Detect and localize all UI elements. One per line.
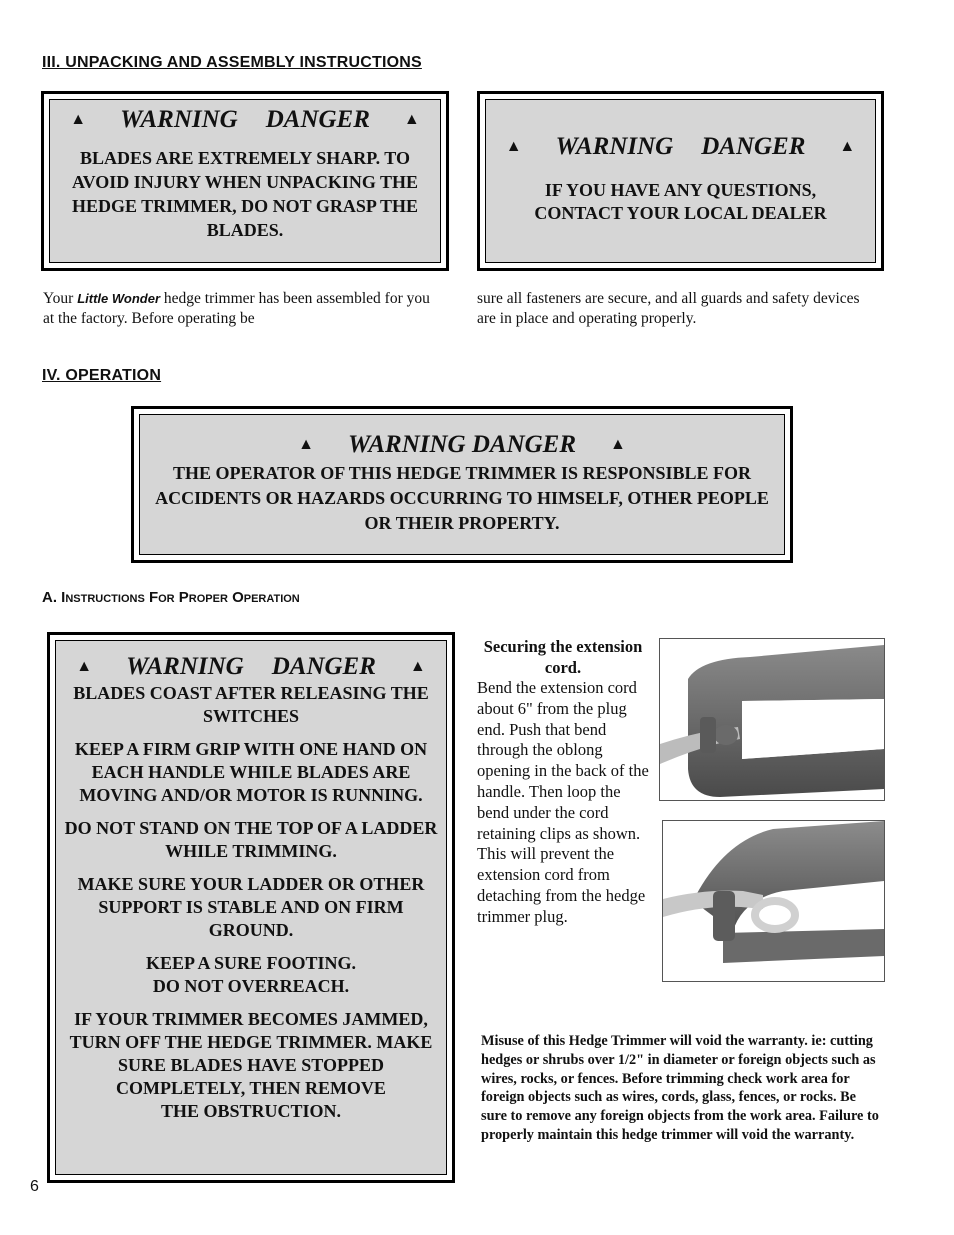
warning-rule: KEEP A SURE FOOTING. bbox=[145, 953, 357, 973]
warning-title bbox=[486, 133, 875, 161]
subheading-proper-operation: A. Instructions For Proper Operation bbox=[42, 589, 300, 606]
warning-text bbox=[486, 179, 875, 225]
section-heading-operation: IV. OPERATION bbox=[42, 367, 162, 384]
page-number: 6 bbox=[30, 1178, 39, 1195]
warning-box-questions bbox=[477, 91, 884, 271]
warning-rule: DO NOT STAND ON THE TOP OF A LADDER WHILE TRIMMING. bbox=[64, 818, 438, 861]
warning-triangle-icon: ▲ bbox=[70, 111, 87, 128]
warning-rule: THE OBSTRUCTION. bbox=[160, 1101, 342, 1121]
warning-text: BLADES ARE EXTREMELY SHARP. TO AVOID INJURY WHEN UNPACKING THE HEDGE TRIMMER, DO NOT GRASP THE BLADES. bbox=[71, 148, 419, 240]
paragraph-text: hedge trimmer has been assembled for you at the factory. Before operating be bbox=[43, 290, 430, 327]
danger-label: DANGER bbox=[701, 133, 806, 160]
cord-clip-illustration bbox=[663, 821, 884, 981]
warning-triangle-icon: ▲ bbox=[403, 111, 420, 128]
danger-label: DANGER bbox=[265, 106, 370, 133]
warning-triangle-icon: ▲ bbox=[610, 436, 626, 453]
danger-label: DANGER bbox=[271, 653, 376, 680]
warning-label: WARNING bbox=[555, 133, 674, 160]
warning-label: WARNING bbox=[120, 106, 238, 133]
cord-clip-photo bbox=[662, 820, 885, 982]
warning-danger-label: WARNING DANGER bbox=[347, 431, 577, 458]
paragraph-text: Your bbox=[43, 290, 74, 307]
warning-rule: BLADES COAST AFTER RELEASING THE SWITCHES bbox=[73, 683, 429, 726]
warning-label: WARNING bbox=[126, 653, 244, 680]
misuse-warranty-notice: Misuse of this Hedge Trimmer will void the warranty. ie: cutting hedges or shrubs over 1/2" in diameter or foreign objects such as wires, rocks, or fences. Before trimming check work area for foreign objects such as wires, cords, glass, fences, or rocks. Be sure to remove any foreign objects from the work area. Failure to properly maintain this hedge trimmer will void the warranty. bbox=[481, 1033, 879, 1143]
warning-rule: DO NOT OVERREACH. bbox=[152, 976, 350, 996]
assembly-paragraph-right: sure all fasteners are secure, and all guards and safety devices are in place and operating properly. bbox=[477, 290, 860, 327]
warning-title bbox=[140, 431, 784, 459]
warning-title bbox=[56, 653, 446, 681]
warning-box-operation-rules bbox=[47, 632, 455, 1183]
warning-text: THE OPERATOR OF THIS HEDGE TRIMMER IS RESPONSIBLE FOR ACCIDENTS OR HAZARDS OCCURRING TO HIMSELF, OTHER PEOPLE OR THEIR PROPERTY. bbox=[155, 463, 769, 533]
cord-title: Securing the extension cord. bbox=[483, 637, 643, 677]
section-heading-unpacking: III. UNPACKING AND ASSEMBLY INSTRUCTIONS bbox=[42, 54, 422, 71]
warning-rule: MAKE SURE YOUR LADDER OR OTHER SUPPORT IS STABLE AND ON FIRM GROUND. bbox=[77, 874, 425, 940]
warning-box-operator bbox=[131, 406, 793, 563]
trimmer-handle-illustration bbox=[660, 639, 884, 800]
cord-text: Bend the extension cord about 6" from the plug end. Push that bend through the oblong opening in the back of the handle. Then loop the bend under the cord retaining clips as shown. This will prevent the extension cord from detaching from the hedge trimmer plug. bbox=[477, 678, 649, 926]
warning-triangle-icon: ▲ bbox=[505, 138, 522, 155]
warning-rule: IF YOUR TRIMMER BECOMES JAMMED, TURN OFF THE HEDGE TRIMMER. MAKE SURE BLADES HAVE STOPPED COMPLETELY, THEN REMOVE bbox=[69, 1009, 433, 1098]
warning-rule: KEEP A FIRM GRIP WITH ONE HAND ON EACH HANDLE WHILE BLADES ARE MOVING AND/OR MOTOR IS RUNNING. bbox=[74, 739, 428, 805]
cord-instructions bbox=[477, 636, 649, 928]
assembly-paragraph-left bbox=[43, 289, 438, 329]
warning-rules-list bbox=[56, 682, 446, 1123]
warning-title bbox=[50, 106, 440, 134]
warning-triangle-icon: ▲ bbox=[409, 658, 426, 675]
trimmer-handle-photo bbox=[659, 638, 885, 801]
warning-text-line: IF YOU HAVE ANY QUESTIONS, bbox=[544, 180, 817, 200]
warning-triangle-icon: ▲ bbox=[76, 658, 93, 675]
warning-box-sharp-blades bbox=[41, 91, 449, 271]
brand-logo-text: Little Wonder bbox=[77, 291, 160, 306]
warning-text-line: CONTACT YOUR LOCAL DEALER bbox=[534, 203, 827, 223]
warning-triangle-icon: ▲ bbox=[839, 138, 856, 155]
warning-triangle-icon: ▲ bbox=[298, 436, 314, 453]
